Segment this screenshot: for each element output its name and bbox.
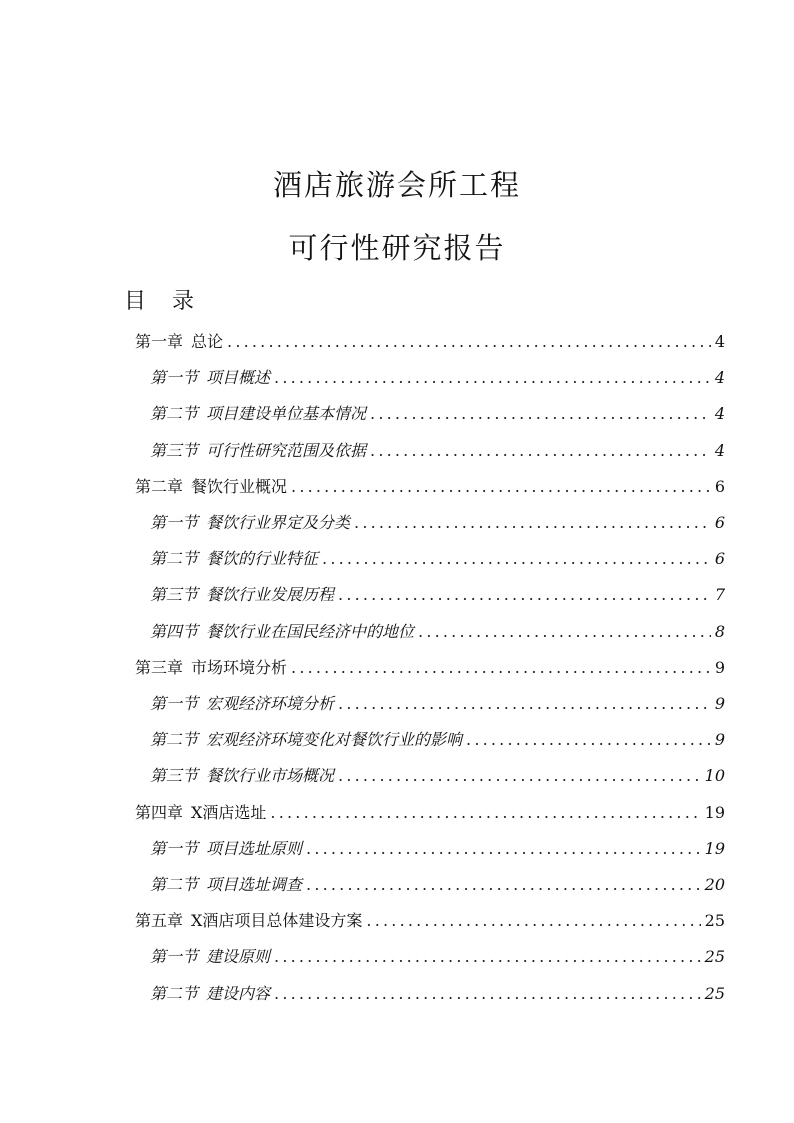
toc-entry-number: 第三节 [150, 441, 199, 460]
toc-entry-label [150, 439, 366, 463]
toc-page-number: 4 [714, 404, 725, 423]
toc-section-entry[interactable] [150, 728, 725, 752]
toc-entry-label [150, 982, 270, 1006]
toc-entry-label [150, 583, 334, 607]
toc-entry-label [150, 366, 270, 390]
toc-chapter-entry[interactable] [135, 909, 725, 933]
toc-page-number: 8 [714, 622, 725, 641]
toc-section-entry[interactable] [150, 366, 725, 390]
toc-entry-label [150, 620, 414, 644]
toc-entry-label [135, 475, 287, 499]
toc-entry-label [150, 945, 270, 969]
toc-dot-leader [306, 873, 701, 897]
toc-page-number: 25 [704, 911, 725, 930]
toc-section-entry[interactable] [150, 402, 725, 426]
toc-entry-title: 餐饮行业市场概况 [206, 766, 335, 785]
toc-entry-label [135, 801, 266, 825]
toc-entry-label [150, 764, 334, 788]
toc-dot-leader [270, 801, 700, 825]
toc-dot-leader [338, 692, 711, 716]
toc-entry-label [150, 511, 350, 535]
toc-entry-title: 建设原则 [206, 947, 271, 966]
document-title: 酒店旅游会所工程 [272, 168, 521, 202]
toc-entry-number: 第一节 [150, 839, 199, 858]
toc-entry-title: 餐饮行业概况 [191, 477, 288, 496]
document-subtitle: 可行性研究报告 [288, 231, 506, 265]
toc-page-number: 19 [704, 803, 725, 822]
toc-entry-title: 宏观经济环境分析 [206, 694, 335, 713]
toc-entry-label [135, 330, 223, 354]
toc-dot-leader [227, 330, 711, 354]
toc-dot-leader [274, 366, 711, 390]
toc-entry-label [150, 873, 302, 897]
toc-entry-title: X酒店选址 [191, 803, 267, 822]
toc-chapter-entry[interactable] [135, 801, 725, 825]
toc-entry-number: 第四节 [150, 622, 199, 641]
toc-entry-title: 总论 [191, 332, 224, 351]
toc-entry-title: 项目选址调查 [206, 875, 303, 894]
toc-dot-leader [366, 909, 700, 933]
toc-dot-leader [274, 945, 701, 969]
toc-entry-title: 市场环境分析 [191, 658, 288, 677]
toc-section-entry[interactable] [150, 547, 725, 571]
toc-page-number: 4 [714, 368, 725, 387]
toc-dot-leader [306, 837, 701, 861]
toc-entry-number: 第一章 [135, 332, 184, 351]
toc-chapter-entry[interactable] [135, 656, 725, 680]
toc-entry-title: 餐饮行业在国民经济中的地位 [206, 622, 415, 641]
toc-entry-title: 餐饮的行业特征 [206, 549, 319, 568]
toc-entry-number: 第三章 [135, 658, 184, 677]
toc-page-number: 9 [714, 694, 725, 713]
toc-entry-number: 第四章 [135, 803, 184, 822]
toc-dot-leader [370, 402, 711, 426]
toc-page-number: 20 [704, 875, 725, 894]
toc-entry-number: 第一节 [150, 513, 199, 532]
toc-entry-number: 第一节 [150, 694, 199, 713]
toc-entry-number: 第二节 [150, 404, 199, 423]
toc-section-entry[interactable] [150, 692, 725, 716]
toc-entry-title: 项目概述 [206, 368, 271, 387]
toc-section-entry[interactable] [150, 837, 725, 861]
toc-section-entry[interactable] [150, 511, 725, 535]
toc-entry-label [135, 656, 287, 680]
toc-entry-title: 宏观经济环境变化对餐饮行业的影响 [206, 730, 463, 749]
toc-page-number: 25 [704, 984, 725, 1003]
toc-entry-title: 建设内容 [206, 984, 271, 1003]
toc-dot-leader [274, 982, 701, 1006]
toc-entry-number: 第二节 [150, 875, 199, 894]
toc-chapter-entry[interactable] [135, 330, 725, 354]
toc-entry-title: 餐饮行业界定及分类 [206, 513, 351, 532]
toc-entry-number: 第三节 [150, 585, 199, 604]
toc-dot-leader [370, 439, 711, 463]
toc-entry-label [150, 547, 318, 571]
toc-entry-number: 第二节 [150, 549, 199, 568]
toc-entry-title: X酒店项目总体建设方案 [191, 911, 363, 930]
toc-page-number: 19 [704, 839, 725, 858]
toc-entry-number: 第三节 [150, 766, 199, 785]
toc-page-number: 10 [704, 766, 725, 785]
toc-entry-title: 项目选址原则 [206, 839, 303, 858]
toc-entry-title: 可行性研究范围及依据 [206, 441, 367, 460]
toc-entry-label [150, 692, 334, 716]
toc-page-number: 4 [714, 332, 725, 351]
toc-dot-leader [418, 620, 711, 644]
toc-dot-leader [291, 656, 711, 680]
toc-page-number: 9 [714, 730, 725, 749]
toc-page-number: 7 [714, 585, 725, 604]
toc-entry-label [150, 837, 302, 861]
toc-section-entry[interactable] [150, 439, 725, 463]
toc-page-number: 6 [714, 477, 725, 496]
toc-entry-title: 项目建设单位基本情况 [206, 404, 367, 423]
toc-entry-label [150, 402, 366, 426]
toc-entry-number: 第一节 [150, 947, 199, 966]
toc-page-number: 6 [714, 513, 725, 532]
toc-entry-label [135, 909, 362, 933]
toc-entry-number: 第二节 [150, 730, 199, 749]
toc-entry-label [150, 728, 462, 752]
toc-dot-leader [291, 475, 711, 499]
toc-section-entry[interactable] [150, 945, 725, 969]
toc-chapter-entry[interactable] [135, 475, 725, 499]
toc-heading-char-1: 目 [124, 289, 147, 314]
toc-heading-char-2: 录 [172, 289, 195, 314]
toc-page-number: 9 [714, 658, 725, 677]
toc-section-entry[interactable] [150, 982, 725, 1006]
toc-section-entry[interactable] [150, 583, 725, 607]
toc-dot-leader [354, 511, 711, 535]
toc-section-entry[interactable] [150, 620, 725, 644]
toc-entry-number: 第二章 [135, 477, 184, 496]
toc-page-number: 25 [704, 947, 725, 966]
toc-section-entry[interactable] [150, 764, 725, 788]
toc-entry-title: 餐饮行业发展历程 [206, 585, 335, 604]
toc-section-entry[interactable] [150, 873, 725, 897]
toc-entry-number: 第一节 [150, 368, 199, 387]
toc-heading [124, 284, 194, 315]
toc-dot-leader [338, 583, 711, 607]
toc-page-number: 4 [714, 441, 725, 460]
toc-dot-leader [338, 764, 701, 788]
toc-page-number: 6 [714, 549, 725, 568]
toc-entry-number: 第五章 [135, 911, 184, 930]
toc-entry-number: 第二节 [150, 984, 199, 1003]
toc-dot-leader [466, 728, 711, 752]
toc-dot-leader [322, 547, 711, 571]
